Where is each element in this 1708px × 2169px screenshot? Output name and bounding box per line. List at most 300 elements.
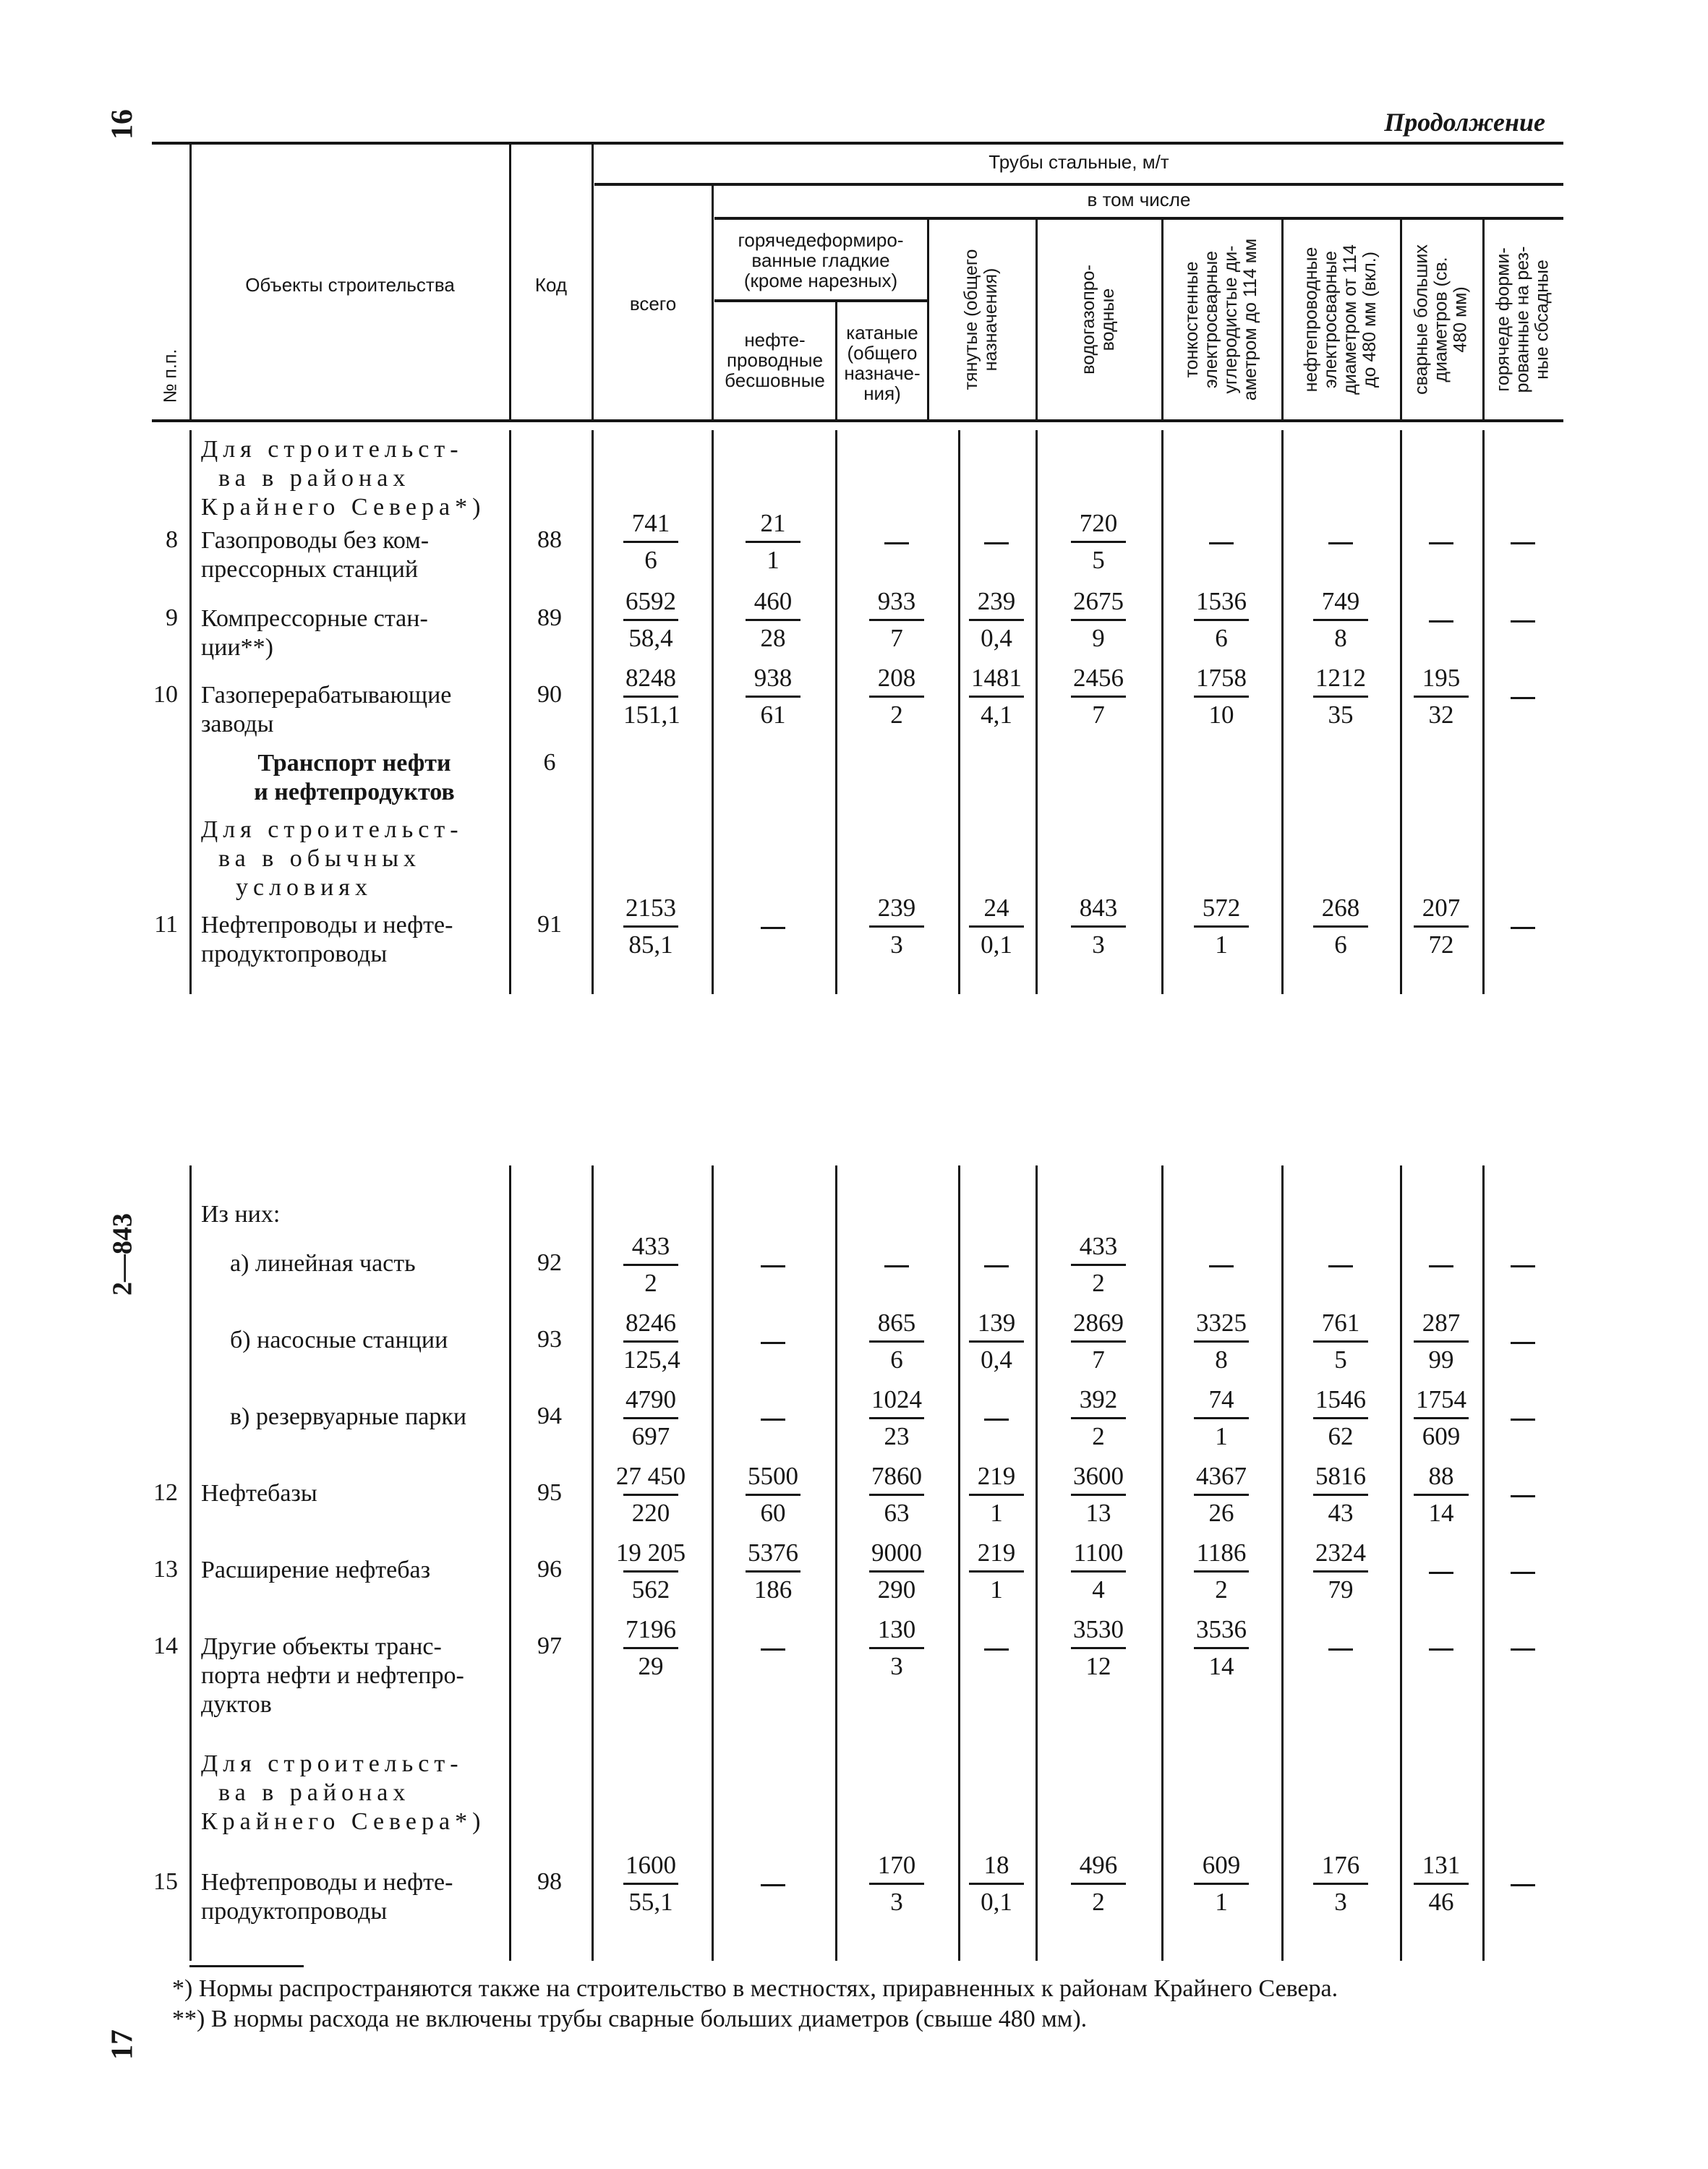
fraction-cell — [589, 1229, 712, 1301]
fraction-numerator: 572 — [1202, 894, 1241, 922]
row-object-name-line: Нефтепроводы и нефте- — [201, 1869, 453, 1896]
fraction-cell — [712, 506, 834, 578]
row-object-name-line: Нефтепроводы и нефте- — [201, 912, 453, 938]
fraction-numerator: 1481 — [971, 664, 1022, 692]
row-object-name — [230, 1326, 448, 1355]
fraction-cell — [589, 506, 712, 578]
row-object-name — [201, 1633, 464, 1719]
fraction-cell — [589, 584, 712, 656]
fraction-denominator: 0,4 — [969, 1340, 1024, 1377]
fraction-denominator: 151,1 — [623, 696, 678, 732]
header-bottom-rule — [152, 419, 1563, 422]
row-object-name — [201, 604, 428, 662]
fraction-numerator: 933 — [877, 587, 916, 615]
body1-v-2 — [509, 430, 511, 994]
fraction-denominator: 0,4 — [969, 619, 1024, 656]
fraction-cell — [1037, 584, 1160, 656]
fraction-numerator: 5816 — [1315, 1462, 1366, 1490]
fraction-denominator: 7 — [1071, 1340, 1126, 1377]
row-code: 95 — [537, 1479, 562, 1506]
fraction-denominator: 3 — [869, 1883, 924, 1920]
fraction-cell — [589, 1459, 712, 1531]
fraction-numerator: 1212 — [1315, 664, 1366, 692]
fraction-denominator: 125,4 — [623, 1340, 678, 1377]
fraction-cell — [712, 1459, 834, 1531]
incl-rule — [714, 217, 1563, 220]
empty-cell-dash — [1511, 927, 1535, 929]
empty-cell-dash — [884, 542, 909, 544]
empty-cell-dash — [761, 1648, 785, 1651]
empty-cell-dash — [761, 1419, 785, 1421]
row-number: 9 — [166, 604, 178, 631]
row-number: 13 — [153, 1556, 178, 1583]
fraction-denominator: 1 — [1194, 1417, 1249, 1454]
fraction-denominator: 8 — [1313, 619, 1368, 656]
fraction-denominator: 2 — [1071, 1883, 1126, 1920]
water-gas-header: водогазопро- водные — [1078, 265, 1118, 375]
total-header: всего — [629, 293, 677, 315]
section-north-2: Для строительст- ва в районах Крайнего Севера*) — [201, 1750, 486, 1835]
fraction-cell — [712, 661, 834, 732]
fraction-denominator: 63 — [869, 1494, 924, 1531]
continuation-label: Продолжение — [1384, 108, 1545, 137]
fraction-numerator: 239 — [877, 894, 916, 922]
row-object-name — [201, 681, 451, 739]
fraction-denominator: 14 — [1194, 1647, 1249, 1684]
col-object-header: Объекты строительства — [245, 274, 455, 296]
row-object-name-line: Нефтебазы — [201, 1480, 317, 1507]
body2-v-1 — [189, 1165, 192, 1961]
empty-cell-dash — [1511, 542, 1535, 544]
fraction-numerator: 2869 — [1073, 1309, 1124, 1337]
fraction-cell — [1380, 1306, 1503, 1377]
fraction-numerator: 4367 — [1196, 1462, 1247, 1490]
empty-cell-dash — [984, 1648, 1009, 1651]
fraction-numerator: 9000 — [871, 1539, 922, 1567]
fraction-numerator: 460 — [753, 587, 793, 615]
fraction-cell — [835, 1382, 958, 1454]
fraction-denominator: 5 — [1313, 1340, 1368, 1377]
col-no-header: № п.п. — [160, 348, 181, 403]
row-code: 96 — [537, 1556, 562, 1583]
fraction-denominator: 1 — [969, 1570, 1024, 1607]
empty-cell-dash — [1511, 1419, 1535, 1421]
fraction-denominator: 6 — [1194, 619, 1249, 656]
fraction-denominator: 609 — [1414, 1417, 1469, 1454]
fraction-cell — [1160, 1536, 1283, 1607]
fraction-numerator: 720 — [1079, 509, 1118, 537]
empty-cell-dash — [1429, 1265, 1453, 1267]
fraction-numerator: 3600 — [1073, 1462, 1124, 1490]
fraction-numerator: 74 — [1208, 1385, 1234, 1413]
fraction-numerator: 2153 — [625, 894, 676, 922]
fraction-numerator: 7196 — [625, 1615, 676, 1643]
page-number-top: 16 — [106, 109, 140, 140]
fraction-denominator: 13 — [1071, 1494, 1126, 1531]
fraction-numerator: 1546 — [1315, 1385, 1366, 1413]
empty-cell-dash — [1209, 542, 1234, 544]
empty-cell-dash — [1511, 1495, 1535, 1497]
fraction-cell — [712, 1536, 834, 1607]
fraction-cell — [1037, 1382, 1160, 1454]
fraction-denominator: 6 — [1313, 925, 1368, 962]
empty-cell-dash — [884, 1265, 909, 1267]
fraction-denominator: 6 — [869, 1340, 924, 1377]
fraction-denominator: 32 — [1414, 696, 1469, 732]
fraction-denominator: 8 — [1194, 1340, 1249, 1377]
fraction-numerator: 5376 — [748, 1539, 798, 1567]
fraction-numerator: 18 — [983, 1851, 1009, 1879]
fraction-denominator: 7 — [1071, 696, 1126, 732]
fraction-denominator: 61 — [746, 696, 800, 732]
fraction-numerator: 865 — [877, 1309, 916, 1337]
empty-cell-dash — [1429, 1648, 1453, 1651]
fraction-cell — [1160, 1382, 1283, 1454]
fraction-numerator: 130 — [877, 1615, 916, 1643]
row-object-name-line: заводы — [201, 711, 274, 737]
fraction-numerator: 6592 — [625, 587, 676, 615]
fraction-cell — [1037, 661, 1160, 732]
fraction-denominator: 29 — [623, 1647, 678, 1684]
hdr-v-7 — [1036, 220, 1038, 419]
row-object-name — [201, 911, 453, 969]
rolled-header: катаные (общего назначе- ния) — [844, 322, 921, 404]
fraction-denominator: 1 — [1194, 925, 1249, 962]
fraction-cell — [589, 1306, 712, 1377]
row-code: 91 — [537, 911, 562, 938]
fraction-numerator: 1100 — [1073, 1539, 1124, 1567]
fraction-denominator: 3 — [869, 1647, 924, 1684]
footnote-2: **) В нормы расхода не включены трубы сварные больших диаметров (свыше 480 мм). — [172, 2006, 1088, 2032]
fraction-numerator: 208 — [877, 664, 916, 692]
fraction-numerator: 433 — [1079, 1232, 1118, 1260]
row-number: 8 — [166, 526, 178, 553]
fraction-denominator: 9 — [1071, 619, 1126, 656]
fraction-cell — [712, 584, 834, 656]
incl-header: в том числе — [1087, 189, 1191, 210]
hot-cut-header: горячеде форми- рованные на рез- ные сбсадные — [1493, 246, 1553, 393]
fraction-numerator: 5500 — [748, 1462, 798, 1490]
oil-welded-header: нефтепроводные электросварные диаметром от 114 до 480 мм (вкл.) — [1301, 244, 1380, 395]
fraction-cell — [1160, 1848, 1283, 1920]
fraction-denominator: 26 — [1194, 1494, 1249, 1531]
fraction-denominator: 72 — [1414, 925, 1469, 962]
row-object-name-line: прессорных станций — [201, 556, 419, 583]
fraction-cell — [1037, 1536, 1160, 1607]
row-object-name — [201, 526, 429, 584]
fraction-cell — [1279, 584, 1402, 656]
fraction-denominator: 2 — [1194, 1570, 1249, 1607]
fraction-cell — [1037, 1306, 1160, 1377]
fraction-denominator: 562 — [623, 1570, 678, 1607]
fraction-numerator: 8246 — [625, 1309, 676, 1337]
empty-cell-dash — [1511, 620, 1535, 623]
fraction-denominator: 55,1 — [623, 1883, 678, 1920]
fraction-denominator: 3 — [869, 925, 924, 962]
fraction-cell — [589, 1382, 712, 1454]
sheet-mark: 2—843 — [107, 1213, 138, 1296]
empty-cell-dash — [984, 1265, 1009, 1267]
fraction-numerator: 176 — [1321, 1851, 1360, 1879]
row-object-name-line: ции**) — [201, 634, 273, 661]
fraction-numerator: 1758 — [1196, 664, 1247, 692]
empty-cell-dash — [1511, 1648, 1535, 1651]
row-object-name-line: Газопроводы без ком- — [201, 527, 430, 554]
fraction-numerator: 1186 — [1196, 1539, 1247, 1567]
row-code: 93 — [537, 1326, 562, 1353]
page-number-bottom: 17 — [106, 2029, 140, 2060]
pipes-title-rule — [594, 183, 1563, 186]
empty-cell-dash — [1328, 1648, 1353, 1651]
hot-group-rule — [714, 299, 927, 302]
fraction-numerator: 27 450 — [615, 1462, 686, 1490]
empty-cell-dash — [761, 1884, 785, 1886]
fraction-numerator: 21 — [760, 509, 786, 537]
fraction-cell — [1160, 584, 1283, 656]
fraction-cell — [1160, 891, 1283, 962]
fraction-cell — [1037, 1612, 1160, 1684]
hdr-v-6 — [927, 220, 929, 419]
empty-cell-dash — [1511, 1265, 1535, 1267]
empty-cell-dash — [1511, 1342, 1535, 1344]
hdr-v-4 — [712, 185, 714, 419]
pipes-title: Трубы стальные, м/т — [988, 151, 1169, 173]
fraction-cell — [589, 1612, 712, 1684]
hdr-v-11 — [1482, 220, 1485, 419]
fraction-denominator: 3 — [1313, 1883, 1368, 1920]
row-object-name — [201, 1479, 317, 1508]
fraction-cell — [835, 1612, 958, 1684]
row-object-name — [201, 1556, 430, 1585]
section-of-them: Из них: — [201, 1201, 281, 1228]
fraction-denominator: 0,1 — [969, 1883, 1024, 1920]
fraction-numerator: 1600 — [625, 1851, 676, 1879]
section-normal: Для строительст- ва в обычных условиях — [201, 816, 464, 901]
row-code: 97 — [537, 1633, 562, 1659]
fraction-denominator: 62 — [1313, 1417, 1368, 1454]
oil-seamless-header: нефте- проводные бесшовные — [725, 329, 825, 391]
row-object-name-line: порта нефти и нефтепро- — [201, 1662, 464, 1689]
row-number: 15 — [153, 1868, 178, 1895]
fraction-denominator: 12 — [1071, 1647, 1126, 1684]
fraction-denominator: 10 — [1194, 696, 1249, 732]
fraction-numerator: 392 — [1079, 1385, 1118, 1413]
fraction-numerator: 219 — [977, 1539, 1016, 1567]
fraction-numerator: 4790 — [625, 1385, 676, 1413]
row-code: 98 — [537, 1868, 562, 1895]
fraction-cell — [1279, 1536, 1402, 1607]
large-diam-header: сварные больших диаметров (св. 480 мм) — [1411, 244, 1471, 395]
empty-cell-dash — [761, 1265, 785, 1267]
fraction-numerator: 1754 — [1416, 1385, 1466, 1413]
empty-cell-dash — [1209, 1265, 1234, 1267]
fraction-cell — [589, 1848, 712, 1920]
drawn-header: тянутые (общего назначения) — [961, 249, 1001, 390]
row-number: 14 — [153, 1633, 178, 1659]
fraction-cell — [1037, 1848, 1160, 1920]
empty-cell-dash — [1328, 542, 1353, 544]
fraction-denominator: 35 — [1313, 696, 1368, 732]
row-object-name-line: Другие объекты транс- — [201, 1633, 442, 1660]
fraction-cell — [1380, 1459, 1503, 1531]
fraction-denominator: 1 — [969, 1494, 1024, 1531]
fraction-cell — [589, 661, 712, 732]
fraction-cell — [1380, 661, 1503, 732]
empty-cell-dash — [1429, 620, 1453, 623]
fraction-numerator: 219 — [977, 1462, 1016, 1490]
fraction-numerator: 741 — [631, 509, 670, 537]
empty-cell-dash — [1511, 1884, 1535, 1886]
fraction-numerator: 19 205 — [615, 1539, 686, 1567]
fraction-numerator: 24 — [983, 894, 1009, 922]
fraction-denominator: 2 — [1071, 1264, 1126, 1301]
empty-cell-dash — [761, 927, 785, 929]
fraction-denominator: 697 — [623, 1417, 678, 1454]
col-code-header: Код — [534, 274, 568, 296]
fraction-cell — [1160, 1612, 1283, 1684]
fraction-denominator: 0,1 — [969, 925, 1024, 962]
fraction-denominator: 2 — [869, 696, 924, 732]
fraction-numerator: 88 — [1428, 1462, 1454, 1490]
fraction-numerator: 2456 — [1073, 664, 1124, 692]
row-object-name-line: б) насосные станции — [230, 1327, 448, 1353]
fraction-cell — [1160, 1306, 1283, 1377]
fraction-cell — [589, 1536, 712, 1607]
hdr-v-8 — [1161, 220, 1163, 419]
fraction-denominator: 5 — [1071, 541, 1126, 578]
fraction-denominator: 99 — [1414, 1340, 1469, 1377]
hdr-v-3 — [592, 145, 594, 419]
row-object-name-line: Компрессорные стан- — [201, 605, 428, 632]
empty-cell-dash — [1429, 1572, 1453, 1574]
fraction-numerator: 3536 — [1196, 1615, 1247, 1643]
fraction-numerator: 8248 — [625, 664, 676, 692]
fraction-numerator: 2675 — [1073, 587, 1124, 615]
fraction-cell — [1037, 506, 1160, 578]
body1-v-1 — [189, 430, 192, 994]
section-transport: Транспорт нефти и нефтепродуктов — [254, 750, 455, 805]
hdr-v-9 — [1281, 220, 1284, 419]
fraction-numerator: 761 — [1321, 1309, 1360, 1337]
row-object-name — [230, 1249, 416, 1278]
body2-v-11 — [1482, 1165, 1485, 1961]
fraction-numerator: 139 — [977, 1309, 1016, 1337]
fraction-numerator: 843 — [1079, 894, 1118, 922]
row-code: 88 — [537, 526, 562, 553]
fraction-numerator: 1536 — [1196, 587, 1247, 615]
empty-cell-dash — [1328, 1265, 1353, 1267]
fraction-denominator: 46 — [1414, 1883, 1469, 1920]
thin-wall-header: тонкостенные электросварные углеродистые ди- аметром до 114 мм — [1182, 238, 1260, 401]
fraction-denominator: 220 — [623, 1494, 678, 1531]
row-code: 92 — [537, 1249, 562, 1276]
empty-cell-dash — [1511, 697, 1535, 699]
fraction-denominator: 4,1 — [969, 696, 1024, 732]
row-code: 94 — [537, 1403, 562, 1429]
fraction-denominator: 290 — [869, 1570, 924, 1607]
fraction-numerator: 287 — [1422, 1309, 1461, 1337]
fraction-numerator: 7860 — [871, 1462, 922, 1490]
fraction-denominator: 58,4 — [623, 619, 678, 656]
fraction-numerator: 938 — [753, 664, 793, 692]
fraction-cell — [589, 891, 712, 962]
fraction-cell — [1380, 891, 1503, 962]
fraction-numerator: 609 — [1202, 1851, 1241, 1879]
top-rule — [152, 142, 1563, 145]
fraction-denominator: 4 — [1071, 1570, 1126, 1607]
fraction-denominator: 7 — [869, 619, 924, 656]
empty-cell-dash — [1511, 1572, 1535, 1574]
row-object-name-line: продуктопроводы — [201, 941, 388, 967]
row-object-name — [230, 1403, 466, 1432]
fraction-denominator: 60 — [746, 1494, 800, 1531]
footnote-rule — [189, 1965, 304, 1967]
fraction-denominator: 2 — [1071, 1417, 1126, 1454]
fraction-numerator: 1024 — [871, 1385, 922, 1413]
fraction-denominator: 3 — [1071, 925, 1126, 962]
row-object-name-line: дуктов — [201, 1691, 272, 1718]
fraction-cell — [1380, 1848, 1503, 1920]
fraction-numerator: 207 — [1422, 894, 1461, 922]
fraction-numerator: 268 — [1321, 894, 1360, 922]
fraction-denominator: 6 — [623, 541, 678, 578]
fraction-numerator: 3325 — [1196, 1309, 1247, 1337]
fraction-cell — [1380, 1382, 1503, 1454]
row-object-name-line: а) линейная часть — [230, 1250, 416, 1277]
fraction-denominator: 2 — [623, 1264, 678, 1301]
fraction-cell — [1037, 891, 1160, 962]
fraction-denominator: 43 — [1313, 1494, 1368, 1531]
fraction-numerator: 433 — [631, 1232, 670, 1260]
transport-code: 6 — [543, 749, 556, 776]
row-object-name-line: в) резервуарные парки — [230, 1403, 467, 1430]
row-number: 11 — [154, 911, 178, 938]
hdr-v-10 — [1400, 220, 1402, 419]
fraction-denominator: 28 — [746, 619, 800, 656]
fraction-denominator: 186 — [746, 1570, 800, 1607]
fraction-numerator: 131 — [1422, 1851, 1461, 1879]
fraction-cell — [1160, 1459, 1283, 1531]
fraction-cell — [1037, 1459, 1160, 1531]
row-number: 12 — [153, 1479, 178, 1506]
footnote-1: *) Нормы распространяются также на строительство в местностях, приравненных к районам Крайнего Севера. — [172, 1975, 1338, 2002]
fraction-denominator: 23 — [869, 1417, 924, 1454]
fraction-numerator: 749 — [1321, 587, 1360, 615]
fraction-numerator: 195 — [1422, 664, 1461, 692]
row-object-name — [201, 1868, 453, 1926]
row-object-name-line: Расширение нефтебаз — [201, 1557, 431, 1583]
empty-cell-dash — [984, 542, 1009, 544]
fraction-denominator: 1 — [746, 541, 800, 578]
fraction-numerator: 239 — [977, 587, 1016, 615]
fraction-cell — [1037, 1229, 1160, 1301]
hot-group-header: горячедеформиро- ванные гладкие (кроме нарезных) — [738, 229, 904, 291]
hdr-v-1 — [189, 145, 192, 419]
fraction-denominator: 14 — [1414, 1494, 1469, 1531]
fraction-denominator: 85,1 — [623, 925, 678, 962]
row-number: 10 — [153, 681, 178, 708]
fraction-numerator: 2324 — [1315, 1539, 1366, 1567]
row-object-name-line: продуктопроводы — [201, 1898, 388, 1925]
row-code: 89 — [537, 604, 562, 631]
empty-cell-dash — [984, 1419, 1009, 1421]
empty-cell-dash — [761, 1342, 785, 1344]
row-code: 90 — [537, 681, 562, 708]
fraction-numerator: 170 — [877, 1851, 916, 1879]
fraction-denominator: 79 — [1313, 1570, 1368, 1607]
row-object-name-line: Газоперерабатывающие — [201, 682, 452, 709]
empty-cell-dash — [1429, 542, 1453, 544]
